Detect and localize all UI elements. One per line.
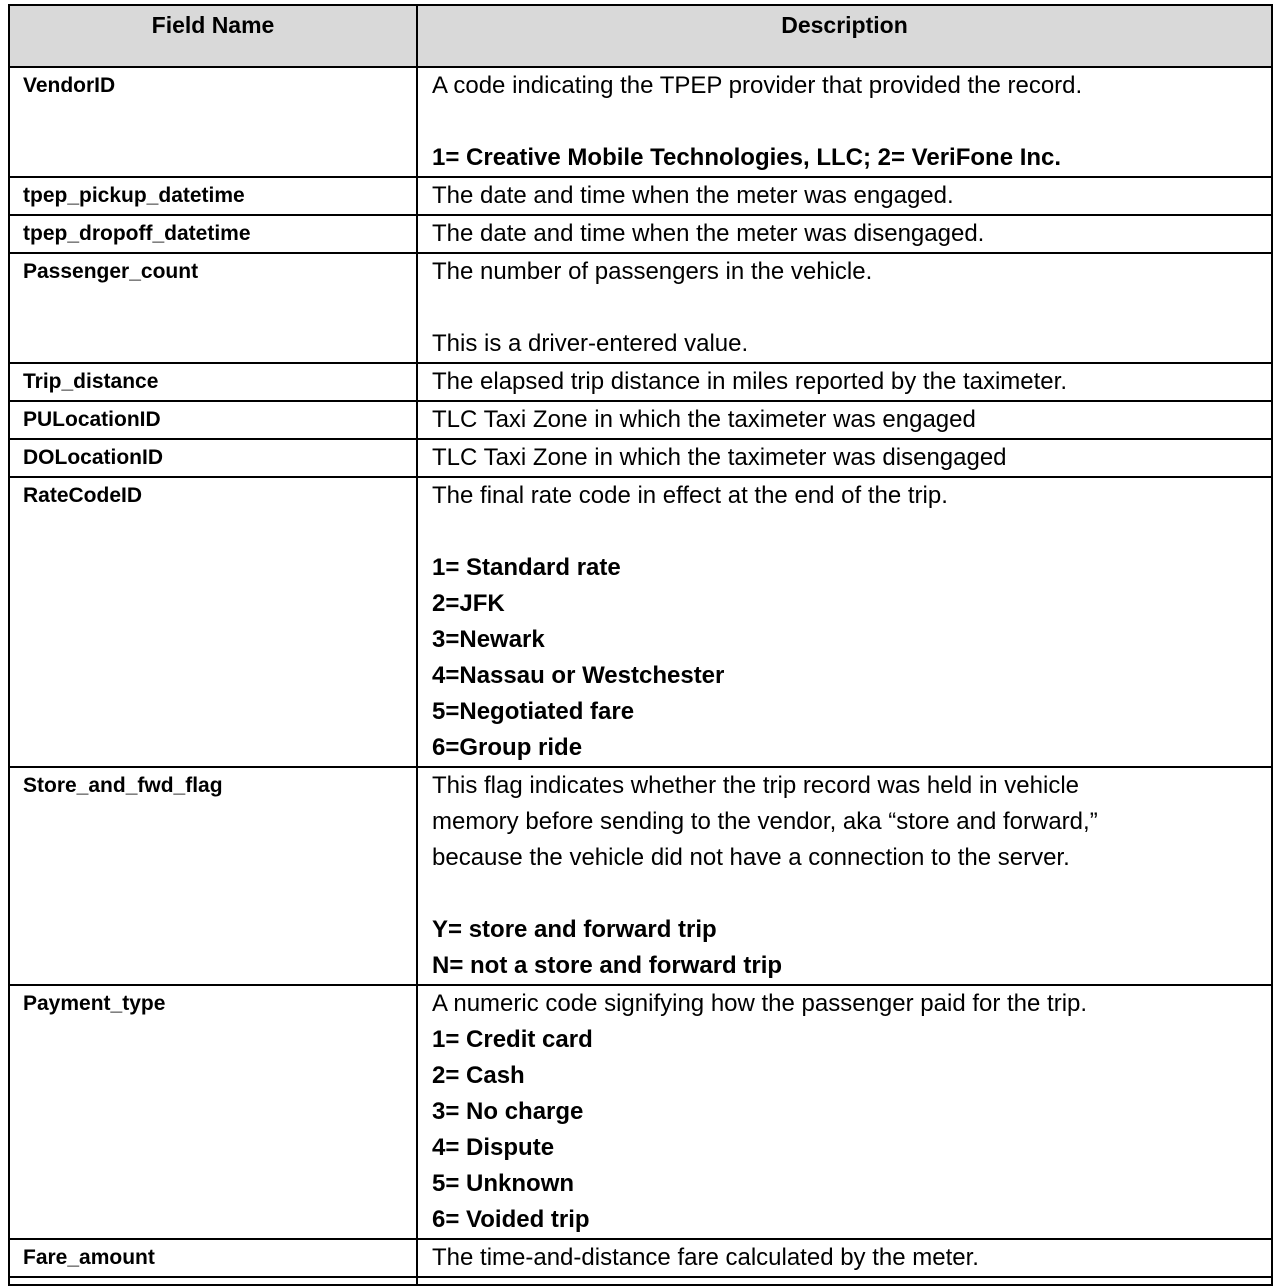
- description-cell: [417, 767, 1272, 985]
- description-line: A code indicating the TPEP provider that provided the record.: [432, 72, 1083, 99]
- description-line: 5=Negotiated fare: [432, 698, 635, 725]
- description-line: 4=Nassau or Westchester: [432, 662, 725, 689]
- description-line: 1= Standard rate: [432, 554, 621, 581]
- description-cell: [417, 985, 1272, 1239]
- description-line: 2=JFK: [432, 590, 505, 617]
- description-line: 5= Unknown: [432, 1170, 575, 1197]
- blank-line: [432, 514, 1271, 550]
- description-line: This flag indicates whether the trip record was held in vehicle: [432, 772, 1079, 799]
- blank-line: [432, 104, 1271, 140]
- header-field-name: Field Name: [9, 5, 417, 67]
- table-row: [9, 253, 1272, 363]
- field-name-cell: Store_and_fwd_flag: [9, 767, 417, 985]
- description-line: The elapsed trip distance in miles reported by the taximeter.: [432, 368, 1067, 395]
- field-name-cell: Passenger_count: [9, 253, 417, 363]
- table-row: [9, 439, 1272, 477]
- field-name-cell: Payment_type: [9, 985, 417, 1239]
- description-line: A numeric code signifying how the passenger paid for the trip.: [432, 990, 1088, 1017]
- description-cell: [417, 363, 1272, 401]
- description-line: Y= store and forward trip: [432, 916, 717, 943]
- field-name-cell: Trip_distance: [9, 363, 417, 401]
- description-cell: [417, 177, 1272, 215]
- table-row: [9, 767, 1272, 985]
- description-line: 1= Creative Mobile Technologies, LLC; 2= VeriFone Inc.: [432, 144, 1062, 171]
- blank-line: [432, 290, 1271, 326]
- blank-line: [432, 876, 1271, 912]
- table-body: [9, 67, 1272, 1285]
- description-cell: [417, 67, 1272, 177]
- table-row: [9, 477, 1272, 767]
- description-line: The final rate code in effect at the end of the trip.: [432, 482, 948, 509]
- description-line: because the vehicle did not have a connection to the server.: [432, 844, 1070, 871]
- field-name-cell: tpep_pickup_datetime: [9, 177, 417, 215]
- description-line: 4= Dispute: [432, 1134, 555, 1161]
- description-line: 3= No charge: [432, 1098, 584, 1125]
- description-line: This is a driver-entered value.: [432, 330, 749, 357]
- description-cell: [417, 253, 1272, 363]
- truncated-cell: [417, 1277, 1272, 1285]
- table-row: [9, 215, 1272, 253]
- table-row: [9, 177, 1272, 215]
- description-cell: [417, 477, 1272, 767]
- table-row: [9, 1239, 1272, 1277]
- description-line: The date and time when the meter was engaged.: [432, 182, 954, 209]
- description-cell: [417, 215, 1272, 253]
- header-row: [9, 5, 1272, 67]
- field-name-cell: PULocationID: [9, 401, 417, 439]
- table-row: [9, 363, 1272, 401]
- field-name-cell: RateCodeID: [9, 477, 417, 767]
- description-line: 6=Group ride: [432, 734, 583, 761]
- field-name-cell: tpep_dropoff_datetime: [9, 215, 417, 253]
- description-line: 1= Credit card: [432, 1026, 593, 1053]
- description-cell: [417, 401, 1272, 439]
- field-name-cell: VendorID: [9, 67, 417, 177]
- description-line: TLC Taxi Zone in which the taximeter was disengaged: [432, 444, 1007, 471]
- field-name-cell: DOLocationID: [9, 439, 417, 477]
- description-line: N= not a store and forward trip: [432, 952, 783, 979]
- field-name-cell: Fare_amount: [9, 1239, 417, 1277]
- description-line: The time-and-distance fare calculated by the meter.: [432, 1244, 979, 1271]
- description-cell: [417, 439, 1272, 477]
- description-cell: [417, 1239, 1272, 1277]
- data-dictionary-table: [8, 4, 1273, 1286]
- description-line: memory before sending to the vendor, aka “store and forward,”: [432, 808, 1098, 835]
- header-description: Description: [417, 5, 1272, 67]
- description-line: 3=Newark: [432, 626, 545, 653]
- description-line: 2= Cash: [432, 1062, 525, 1089]
- description-line: 6= Voided trip: [432, 1206, 590, 1233]
- description-line: The number of passengers in the vehicle.: [432, 258, 873, 285]
- table-row: [9, 401, 1272, 439]
- description-line: TLC Taxi Zone in which the taximeter was engaged: [432, 406, 976, 433]
- table-row: [9, 985, 1272, 1239]
- truncated-row: [9, 1277, 1272, 1285]
- table-row: [9, 67, 1272, 177]
- description-line: The date and time when the meter was disengaged.: [432, 220, 985, 247]
- truncated-cell: [9, 1277, 417, 1285]
